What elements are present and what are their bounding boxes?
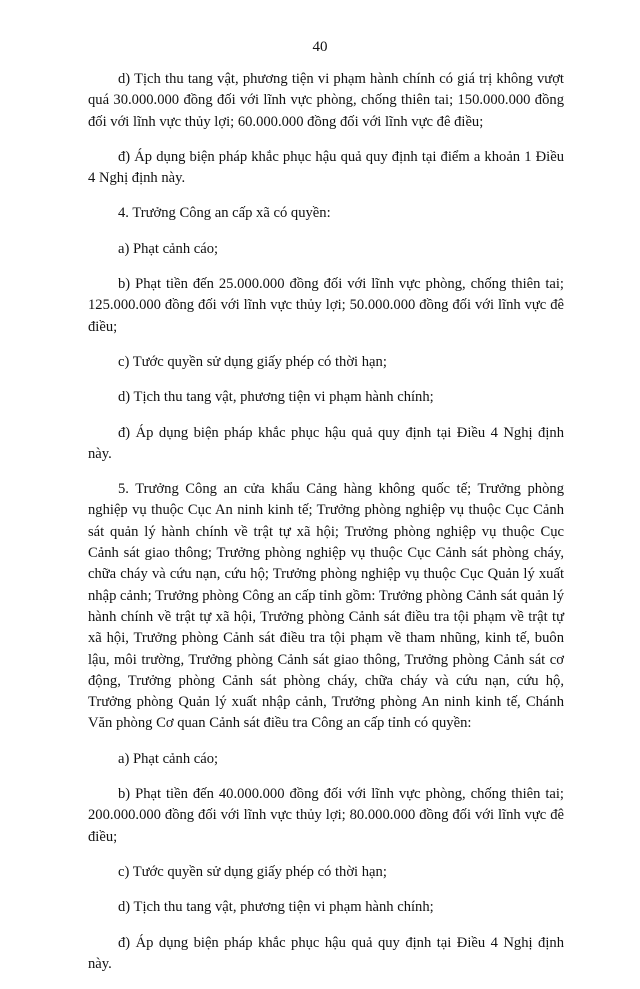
paragraph-5-heading: 5. Trưởng Công an cửa khẩu Cảng hàng không quốc tế; Trưởng phòng nghiệp vụ thuộc Cục An ninh kinh tế; Trưởng phòng nghiệp vụ thuộc Cục Cảnh sát quản lý hành chính về trật tự xã hội; Trưởng phòng nghiệp vụ thuộc Cục Cảnh sát giao thông; Trưởng phòng nghiệp vụ thuộc Cục Cảnh sát phòng cháy, chữa cháy và cứu nạn, cứu hộ; Trưởng phòng nghiệp vụ thuộc Cục Quản lý xuất nhập cảnh; Trưởng phòng Công an cấp tỉnh gồm: Trưởng phòng Cảnh sát quản lý hành chính về trật tự xã hội, Trưởng phòng Cảnh sát điều tra tội phạm về trật tự xã hội, Trưởng phòng Cảnh sát điều tra tội phạm về tham nhũng, kinh tế, buôn lậu, môi trường, Trưởng phòng Cảnh sát giao thông, Trưởng phòng Cảnh sát cơ động, Trưởng phòng Cảnh sát phòng cháy, chữa cháy và cứu nạn, cứu hộ, Trưởng phòng Quản lý xuất nhập cảnh, Trưởng phòng An ninh kinh tế, Chánh Văn phòng Cơ quan Cảnh sát điều tra Công an cấp tỉnh có quyền: — [88, 481, 564, 732]
paragraph-5dd-remedial: đ) Áp dụng biện pháp khắc phục hậu quả quy định tại Điều 4 Nghị định này. — [88, 934, 564, 972]
page-number: 40 — [312, 39, 328, 55]
document-body — [88, 69, 564, 989]
paragraph-4a-warning: a) Phạt cảnh cáo; — [118, 240, 219, 257]
paragraph-4d-confiscation: d) Tịch thu tang vật, phương tiện vi phạm hành chính; — [118, 389, 434, 406]
paragraph-4dd-remedial: đ) Áp dụng biện pháp khắc phục hậu quả quy định tại Điều 4 Nghị định này. — [88, 424, 564, 462]
paragraph-5b-fine: b) Phạt tiền đến 40.000.000 đồng đối với lĩnh vực phòng, chống thiên tai; 200.000.000 đồng đối với lĩnh vực thủy lợi; 80.000.000 đồng đối với lĩnh vực đê điều; — [88, 786, 564, 845]
paragraph-4c-license: c) Tước quyền sử dụng giấy phép có thời hạn; — [118, 353, 387, 370]
paragraph-4-heading: 4. Trưởng Công an cấp xã có quyền: — [118, 205, 331, 222]
paragraph-1d-confiscation: d) Tịch thu tang vật, phương tiện vi phạm hành chính có giá trị không vượt quá 30.000.000 đồng đối với lĩnh vực phòng, chống thiên tai; 150.000.000 đồng đối với lĩnh vực thủy lợi; 60.000.000 đồng đối với lĩnh vực đê điều; — [88, 71, 564, 130]
paragraph-1dd-remedial: đ) Áp dụng biện pháp khắc phục hậu quả quy định tại điểm a khoản 1 Điều 4 Nghị định này. — [88, 148, 564, 187]
paragraph-5d-confiscation: d) Tịch thu tang vật, phương tiện vi phạm hành chính; — [118, 899, 434, 916]
paragraph-5a-warning: a) Phạt cảnh cáo; — [118, 750, 219, 767]
paragraph-4b-fine: b) Phạt tiền đến 25.000.000 đồng đối với lĩnh vực phòng, chống thiên tai; 125.000.000 đồng đối với lĩnh vực thủy lợi; 50.000.000 đồng đối với lĩnh vực đê điều; — [88, 276, 564, 335]
paragraph-5c-license: c) Tước quyền sử dụng giấy phép có thời hạn; — [118, 863, 387, 880]
